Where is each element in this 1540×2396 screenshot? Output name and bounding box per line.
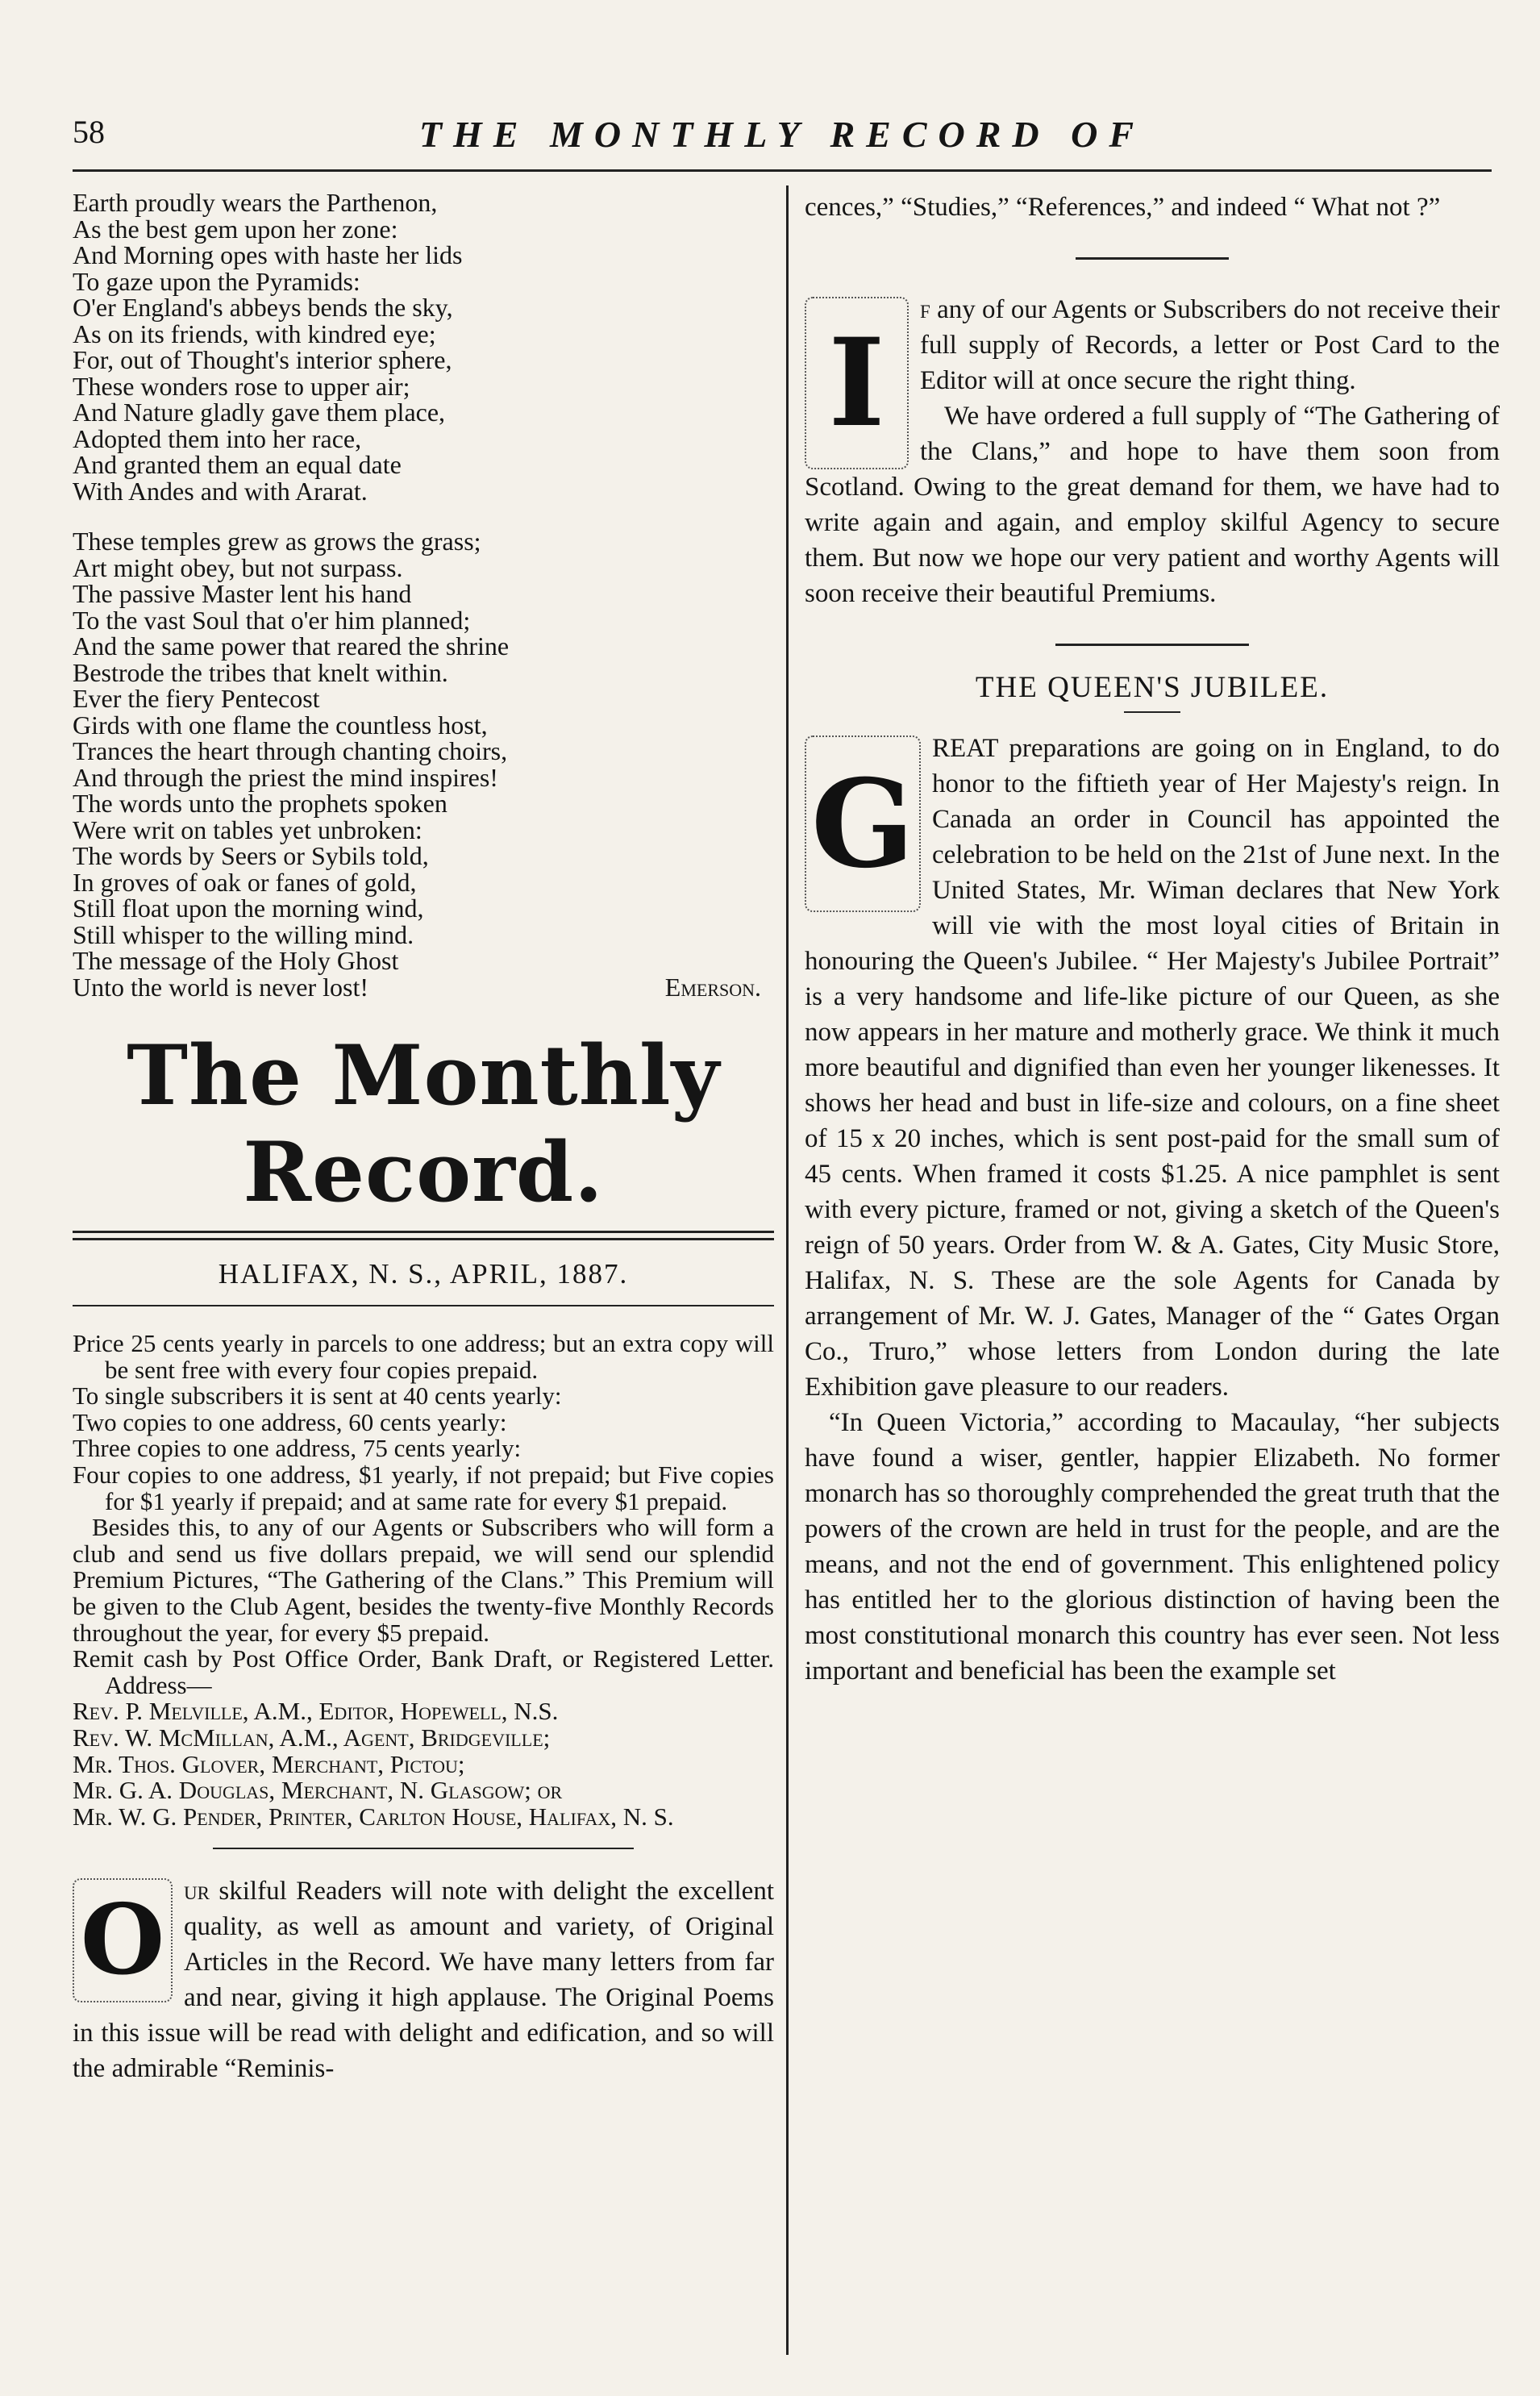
poem-line: In groves of oak or fanes of gold, bbox=[73, 867, 417, 897]
poem-line: These temples grew as grows the grass; bbox=[73, 527, 481, 556]
terms-rule bbox=[213, 1848, 634, 1849]
poem-line: As the best gem upon her zone: bbox=[73, 214, 398, 244]
header-rule bbox=[73, 169, 1492, 172]
readers-text: skilful Readers will note with delight the excellent quality, as well as amount and variety, of Original Articles in the Record. We have many letters from far and near, giving it high applause. The Original Poems in this issue will be read with delight and edification, and so will the admirable “Reminis- bbox=[73, 1877, 774, 2084]
agents-lead: f bbox=[920, 295, 930, 324]
poem-line: O'er England's abbeys bends the sky, bbox=[73, 293, 453, 322]
poem-closing-line bbox=[73, 974, 774, 1001]
poem-author: Emerson. bbox=[664, 972, 761, 1002]
poem-stanza-1 bbox=[73, 190, 774, 504]
dateline: HALIFAX, N. S., APRIL, 1887. bbox=[218, 1258, 629, 1290]
poem-line: And the same power that reared the shrine bbox=[73, 631, 510, 660]
terms-four: Four copies to one address, $1 yearly, if not prepaid; but Five copies for $1 yearly if prepaid; and at same rate for every $1 prepaid. bbox=[73, 1460, 774, 1515]
section-rule bbox=[1055, 644, 1249, 646]
subscription-terms bbox=[73, 1331, 774, 1830]
readers-lead: ur bbox=[184, 1877, 210, 1906]
terms-two: Two copies to one address, 60 cents yearly: bbox=[73, 1407, 507, 1436]
poem-line: As on its friends, with kindred eye; bbox=[73, 319, 436, 348]
jubilee-article bbox=[805, 731, 1500, 1689]
jubilee-lead: REAT bbox=[932, 734, 998, 763]
agents-notice bbox=[805, 292, 1500, 611]
dateline-rule bbox=[73, 1305, 774, 1306]
poem-line: The words by Seers or Sybils told, bbox=[73, 841, 429, 870]
drop-cap-o: O bbox=[73, 1878, 173, 2002]
poem-line: To the vast Soul that o'er him planned; bbox=[73, 605, 471, 635]
poem-line: The passive Master lent his hand bbox=[73, 579, 412, 608]
masthead-title: The Monthly Record. bbox=[127, 1027, 720, 1221]
jubilee-heading: THE QUEEN'S JUBILEE. bbox=[975, 671, 1330, 704]
poem-line: These wonders rose to upper air; bbox=[73, 371, 410, 401]
running-header bbox=[73, 113, 1492, 161]
poem-line: Bestrode the tribes that knelt within. bbox=[73, 657, 448, 687]
address-line: Mr. G. A. Douglas, Merchant, N. Glasgow; or bbox=[73, 1776, 563, 1805]
poem-line: To gaze upon the Pyramids: bbox=[73, 266, 360, 296]
terms-single: To single subscribers it is sent at 40 cents yearly: bbox=[73, 1381, 562, 1411]
terms-three: Three copies to one address, 75 cents yearly: bbox=[73, 1434, 522, 1463]
address-list bbox=[73, 1698, 774, 1830]
address-line: Rev. W. McMillan, A.M., Agent, Bridgeville; bbox=[73, 1723, 551, 1752]
poem-line: And Nature gladly gave them place, bbox=[73, 398, 446, 427]
page-number: 58 bbox=[73, 114, 105, 150]
poem-line: Ever the fiery Pentecost bbox=[73, 684, 320, 713]
reminiscences-continuation: cences,” “Studies,” “References,” and indeed “ What not ?” bbox=[805, 193, 1441, 222]
address-line: Rev. P. Melville, A.M., Editor, Hopewell, N.S. bbox=[73, 1697, 559, 1726]
masthead-rule bbox=[73, 1231, 774, 1240]
address-line: Mr. W. G. Pender, Printer, Carlton House, Halifax, N. S. bbox=[73, 1802, 674, 1831]
terms-price: Price 25 cents yearly in parcels to one address; but an extra copy will be sent free with every four copies prepaid. bbox=[73, 1329, 774, 1384]
poem-last-line: Unto the world is never lost! bbox=[73, 972, 369, 1002]
poem-line: And through the priest the mind inspires! bbox=[73, 762, 498, 792]
poem-line: And granted them an equal date bbox=[73, 450, 402, 479]
poem-line: The words unto the prophets spoken bbox=[73, 789, 447, 818]
agents-paragraph-2: We have ordered a full supply of “The Gathering of the Clans,” and hope to have them soon from Scotland. Owing to the great demand for them, we have had to write again and again, and employ skilful Agency to secure them. But now we hope our very patient and worthy Agents will soon receive their beautiful Premiums. bbox=[805, 402, 1500, 608]
terms-club: Besides this, to any of our Agents or Subscribers who will form a club and send us five dollars prepaid, we will send our splendid Premium Pictures, “The Gathering of the Clans.” This Premium will be given to the Club Agent, besides the twenty-five Monthly Records throughout the year, for every $5 prepaid. bbox=[73, 1513, 774, 1647]
right-column bbox=[805, 190, 1500, 1689]
poem-stanza-2 bbox=[73, 528, 774, 1000]
poem-line: Earth proudly wears the Parthenon, bbox=[73, 188, 438, 217]
heading-rule bbox=[1124, 711, 1180, 713]
poem-line: The message of the Holy Ghost bbox=[73, 946, 399, 975]
poem-line: For, out of Thought's interior sphere, bbox=[73, 345, 452, 374]
jubilee-text: preparations are going on in England, to do honor to the fiftieth year of Her Majesty's reign. In Canada an order in Council has appointed the celebration to be held on the 21st of June next. In the United States, Mr. Wiman declares that New York will vie with the most loyal cities of Britain in honouring the Queen's Jubilee. “ Her Majesty's Jubilee Portrait” is a very handsome and life-like picture of our Queen, as she now appears in her mature and motherly grace. We think it much more beautiful and dignified than even her younger likenesses. It shows her head and bust in life-size and colours, on a fine sheet of 15 x 20 inches, which is sent post-paid for the small sum of 45 cents. When framed it costs $1.25. A nice pamphlet is sent with every picture, framed or not, giving a sketch of the Queen's reign of 50 years. Order from W. & A. Gates, City Music Store, Halifax, N. S. These are the sole Agents for Canada by arrangement of Mr. W. J. Gates, Manager of the “ Gates Organ Co., Truro,” whose letters from London during the late Exhibition gave pleasure to our readers. bbox=[805, 734, 1500, 1402]
drop-cap-i: I bbox=[805, 297, 909, 469]
poem-line: Trances the heart through chanting choirs, bbox=[73, 736, 508, 765]
poem-line: And Morning opes with haste her lids bbox=[73, 240, 463, 269]
readers-note bbox=[73, 1873, 774, 2086]
address-line: Mr. Thos. Glover, Merchant, Pictou; bbox=[73, 1749, 465, 1778]
poem-line: Girds with one flame the countless host, bbox=[73, 710, 488, 740]
poem-line: Still float upon the morning wind, bbox=[73, 894, 424, 923]
column-divider bbox=[786, 185, 789, 2355]
drop-cap-g: G bbox=[805, 735, 921, 912]
poem-line: Still whisper to the willing mind. bbox=[73, 919, 414, 949]
poem-line: Were writ on tables yet unbroken: bbox=[73, 815, 422, 844]
macaulay-quote: “In Queen Victoria,” according to Macaulay, “her subjects have found a wiser, gentler, happier Elizabeth. No former monarch has so thoroughly comprehended the great truth that the powers of the crown are held in trust for the people, and are the means, and not the end of government. This enlightened policy has entitled her to the glorious distinction of having been the most constitutional monarch this country has ever seen. Not less important and beneficial has been the example set bbox=[805, 1408, 1500, 1686]
terms-remit: Remit cash by Post Office Order, Bank Draft, or Registered Letter. Address— bbox=[73, 1644, 774, 1699]
section-rule bbox=[1076, 257, 1229, 260]
poem-line: Adopted them into her race, bbox=[73, 423, 362, 453]
running-title: THE MONTHLY RECORD OF bbox=[418, 114, 1146, 155]
poem-line: Art might obey, but not surpass. bbox=[73, 552, 403, 582]
agents-text: any of our Agents or Subscribers do not receive their full supply of Records, a letter or Post Card to the Editor will at once secure the right thing. bbox=[920, 295, 1500, 395]
poem-line: With Andes and with Ararat. bbox=[73, 476, 368, 506]
left-column bbox=[73, 190, 774, 2086]
